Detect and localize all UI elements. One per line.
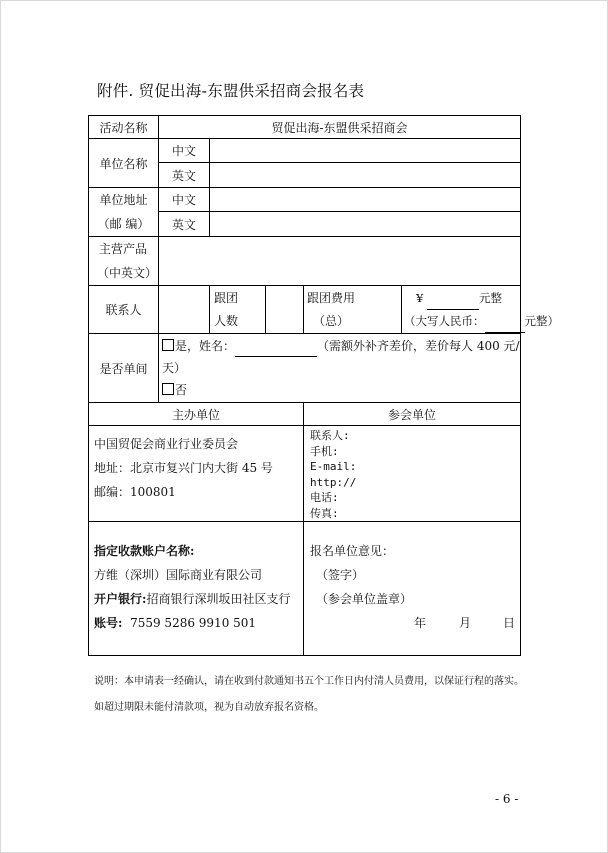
unit-address-label-line2: （邮 编） <box>97 217 150 231</box>
single-yes-checkbox[interactable] <box>162 339 174 351</box>
group-size-field[interactable] <box>266 286 304 334</box>
single-name-blank[interactable] <box>235 344 317 357</box>
products-field[interactable] <box>159 237 521 286</box>
single-no-checkbox[interactable] <box>162 383 174 395</box>
bank-value: 招商银行深圳坂田社区支行 <box>146 592 291 606</box>
phone-field[interactable]: 电话: <box>310 491 339 504</box>
group-fee-value <box>402 286 559 334</box>
unit-name-row-cn <box>89 139 521 163</box>
contact-person-field[interactable]: 联系人: <box>310 429 350 442</box>
group-size-label <box>210 286 266 334</box>
fee-upper-blank[interactable] <box>485 320 525 333</box>
event-label: 活动名称 <box>89 116 159 139</box>
fee-upper-line <box>404 310 559 333</box>
fee-upper-suffix: 元整） <box>524 313 559 328</box>
single-room-no-line <box>162 379 516 401</box>
page-title: 附件. 贸促出海-东盟供采招商会报名表 <box>97 82 365 100</box>
organizer-postcode: 邮编：100801 <box>94 485 176 499</box>
organizer-name: 中国贸促会商业行业委员会 <box>94 437 239 451</box>
mobile-field[interactable]: 手机: <box>310 444 339 458</box>
group-fee-label <box>304 286 402 334</box>
unit-name-en-field[interactable] <box>210 163 521 188</box>
unit-name-label: 单位名称 <box>89 139 159 188</box>
contact-field[interactable] <box>159 286 210 334</box>
note-line-2: 如超过期限未能付清款项，视为自动放弃报名资格。 <box>94 702 324 713</box>
organizer-info <box>89 426 304 522</box>
single-no-text: 否 <box>175 383 188 397</box>
fee-amount-blank[interactable] <box>427 297 479 310</box>
date-month: 月 <box>459 616 472 630</box>
single-room-row <box>89 334 521 403</box>
event-value: 贸促出海-东盟供采招商会 <box>159 116 521 139</box>
bank-label: 开户银行: <box>94 592 147 606</box>
note-line-1: 说明：本申请表一经确认，请在收到付款通知书五个工作日内付清人员费用，以保证行程的落实。 <box>94 676 524 687</box>
participant-opinion <box>304 522 521 656</box>
account-no-line <box>94 611 299 635</box>
parties-header-row <box>89 403 521 426</box>
group-fee-label-line2: （总） <box>313 313 350 328</box>
unit-address-label-line1: 单位地址 <box>99 193 148 207</box>
single-note-1: （需额外补齐差价，差价每人 400 元/ <box>317 339 520 353</box>
fax-field[interactable]: 传真: <box>310 506 339 520</box>
participant-contact-fields <box>304 426 521 522</box>
page-number: - 6 - <box>495 792 519 806</box>
unit-address-en-field[interactable] <box>210 212 521 237</box>
parties-info-row <box>89 426 521 522</box>
single-room-options <box>159 334 521 403</box>
single-room-yes-line <box>162 335 520 357</box>
group-fee-label-line1: 跟团费用 <box>307 290 356 305</box>
single-note-2: 天） <box>162 361 187 375</box>
organizer-address: 地址：北京市复兴门内大街 45 号 <box>94 461 273 475</box>
account-name: 方维（深圳）国际商业有限公司 <box>94 568 263 582</box>
group-size-label-line1: 跟团 <box>214 290 239 305</box>
single-room-label: 是否单间 <box>89 334 159 403</box>
unit-name-cn-label: 中文 <box>159 139 210 163</box>
products-label-line1: 主营产品 <box>99 242 148 256</box>
contact-label: 联系人 <box>89 286 159 334</box>
unit-address-cn-label: 中文 <box>159 188 210 212</box>
account-no-label: 账号: <box>94 616 123 630</box>
website-field[interactable]: http:// <box>310 475 357 489</box>
unit-name-en-label: 英文 <box>159 163 210 188</box>
email-field[interactable]: E-mail: <box>310 460 357 473</box>
fee-amount-line <box>404 287 518 310</box>
group-size-label-line2: 人数 <box>214 313 239 328</box>
participant-header: 参会单位 <box>304 403 521 426</box>
products-label <box>89 237 159 286</box>
contact-row <box>89 286 521 334</box>
date-year: 年 <box>414 616 427 630</box>
unit-address-cn-field[interactable] <box>210 188 521 212</box>
date-line <box>310 611 516 635</box>
bank-line <box>94 587 299 611</box>
products-label-line2: （中英文） <box>97 266 158 280</box>
registration-form-table <box>88 115 559 656</box>
products-row <box>89 237 521 286</box>
signature-label: （签字） <box>316 568 365 582</box>
fee-prefix: ¥ <box>416 290 424 305</box>
unit-address-label <box>89 188 159 237</box>
fee-suffix: 元整 <box>478 290 502 305</box>
seal-label: （参会单位盖章） <box>316 592 413 606</box>
fee-upper-prefix: （大写人民币： <box>404 313 485 328</box>
date-day: 日 <box>503 616 516 630</box>
unit-address-en-label: 英文 <box>159 212 210 237</box>
unit-name-cn-field[interactable] <box>210 139 521 163</box>
event-row <box>89 116 521 139</box>
account-row <box>89 522 521 656</box>
account-no-value: 7559 5286 9910 501 <box>130 616 257 630</box>
organizer-header: 主办单位 <box>89 403 304 426</box>
account-info <box>89 522 304 656</box>
single-yes-text: 是，姓名： <box>175 339 236 353</box>
unit-address-row-cn <box>89 188 521 212</box>
opinion-label: 报名单位意见： <box>310 544 395 558</box>
account-title: 指定收款账户名称: <box>94 544 195 558</box>
